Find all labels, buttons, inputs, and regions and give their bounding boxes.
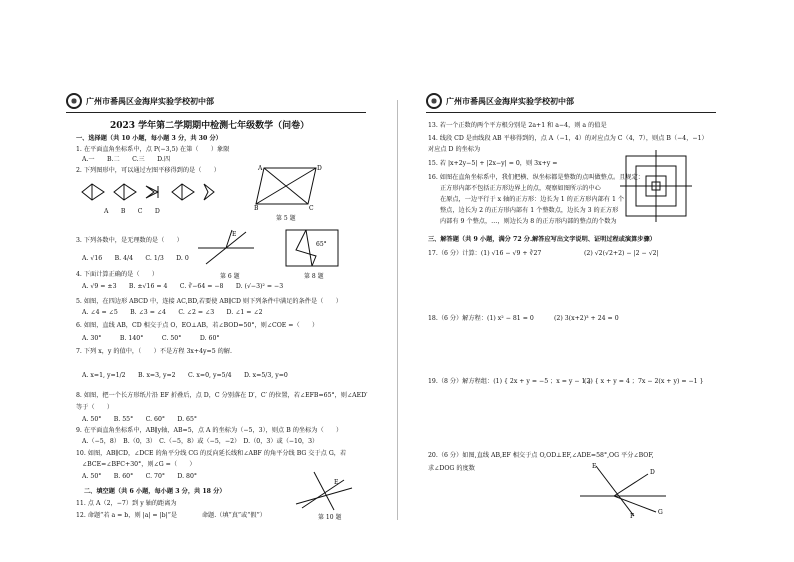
svg-text:D: D	[650, 469, 655, 476]
fish-d-icon	[204, 184, 214, 200]
fig8-folded-rectangle	[282, 226, 342, 270]
q16-text-4: 整点，边长为 2 的正方形内部有 1 个整数点，边长为 3 的正方形	[440, 207, 619, 214]
fig10-caption: 第 10 题	[318, 514, 342, 521]
q5-options: A. ∠4 = ∠5 B. ∠3 = ∠4 C. ∠2 = ∠3 D. ∠1 = ∠2	[82, 309, 263, 316]
q3-text: 3. 下列各数中，是无理数的是（ ）	[76, 237, 183, 244]
q10-options: A. 50° B. 60° C. 70° D. 80°	[82, 473, 197, 480]
q14-text: 14. 线段 CD 是由线段 AB 平移得到的，点 A（−1，4）的对应点为 C（4，7），则点 B（−4，−1）	[428, 135, 708, 142]
q8-text-cont: 等于（ ）	[76, 404, 114, 411]
fig16-nested-squares	[620, 150, 692, 222]
header-rule	[66, 112, 366, 113]
fig5-caption: 第 5 题	[276, 215, 296, 222]
svg-text:F: F	[630, 513, 635, 520]
q5-text: 5. 如图，在四边形 ABCD 中，连接 AC,BD,若要使 AB∥CD 则下列条件中满足的条件是（ ）	[76, 298, 342, 305]
q20-text: 20.（6 分）如图,直线 AB,EF 相交于点 O,OD⊥EF,∠ADE=58°,OG 平分∠BOF,	[428, 452, 654, 459]
q10-text: 10. 如图，AB∥CD，∠DCE 的角平分线 CG 的反向延长线和∠ABF 的角平分线 BG 交于点 G，若	[76, 450, 347, 457]
q20-text-cont: 求∠DOG 的度数	[428, 465, 475, 472]
q19-part1: 19.（8 分）解方程组：(1) { 2x + y = −5 ；x = y − 1 }	[428, 378, 592, 385]
fig8-caption: 第 8 题	[304, 273, 324, 280]
q16-text-5: 内部有 9 个整点，…，则边长为 8 的正方形内部的整点的个数为	[440, 218, 617, 225]
q16-text-3: 在原点，一边平行于 x 轴的正方形：边长为 1 的正方形内部有 1 个	[440, 196, 625, 203]
section3-heading: 三、解答题（共 9 小题，满分 72 分.解答应写出文字说明、证明过程或演算步骤）	[428, 236, 656, 243]
q18-part2: (2) 3(x+2)³ + 24 = 0	[554, 315, 619, 322]
fig5-quadrilateral	[254, 164, 324, 210]
svg-text:G: G	[658, 509, 663, 516]
school-name: 广州市番禺区金海岸实验学校初中部	[86, 95, 214, 106]
fish-original-icon	[82, 184, 104, 200]
section1-heading: 一、选择题（共 10 小题，每小题 3 分，共 30 分）	[76, 135, 222, 142]
q15-text: 15. 若 |x+2y−5| + |2x−y| = 0，则 3x+y =	[428, 160, 558, 167]
q2-option-labels: A B C D	[104, 208, 160, 215]
q4-text: 4. 下面计算正确的是（ ）	[76, 271, 159, 278]
school-name: 广州市番禺区金海岸实验学校初中部	[446, 95, 574, 106]
school-seal-icon	[66, 93, 82, 109]
q3-options: A. √16 B. 4/4 C. 1/3 D. 0	[82, 255, 189, 262]
fig6-intersecting-lines	[196, 228, 256, 268]
fish-a-icon	[114, 184, 136, 200]
school-seal-icon	[426, 93, 442, 109]
q1-text: 1. 在平面直角坐标系中，点 P(−3,5) 在第（ ）象限	[76, 146, 230, 153]
page-divider	[397, 100, 398, 520]
left-header	[66, 92, 214, 110]
q12-text: 12. 命题“若 a = b，则 |a| = |b|”是 命题.（填“真”或“假”）	[76, 512, 266, 519]
q1-options: A.一 B.二 C.三 D.四	[82, 156, 171, 163]
q17-part1: 17.（6 分）计算：(1) √16 − √9 + ∛27	[428, 250, 542, 257]
fish-b-icon	[146, 186, 158, 198]
q8-text: 8. 如图，把一个长方形纸片沿 EF 折叠后，点 D，C 分别落在 D′，C′ 的位置，若∠EFB=65°，则∠AED′	[76, 392, 368, 399]
header-rule	[426, 112, 716, 113]
right-page	[400, 0, 794, 562]
svg-text:E: E	[334, 479, 339, 486]
q10-text-cont: ∠BCE=∠BFC+30°，则∠G =（ ）	[82, 461, 196, 468]
q18-part1: 18.（6 分）解方程：(1) x² − 81 = 0	[428, 315, 534, 322]
svg-text:A: A	[258, 165, 263, 172]
q7-text: 7. 下列 x，y 的值中，（ ）不是方程 3x+4y=5 的解.	[76, 348, 232, 355]
q11-text: 11. 点 A（2，−7）到 y 轴的距离为	[76, 500, 177, 507]
svg-text:E: E	[232, 231, 237, 238]
q9-options: A.（−5，8） B.（0，3） C.（−5，8）或（−5，−2） D.（0，3）或（−10，3）	[82, 438, 319, 445]
fig6-caption: 第 6 题	[220, 273, 240, 280]
exam-title: 2023 学年第二学期期中检测七年级数学（问卷）	[110, 121, 310, 131]
svg-text:C: C	[309, 205, 314, 210]
svg-text:E: E	[592, 463, 597, 470]
svg-text:B: B	[254, 205, 259, 210]
q14-text-cont: 对应点 D 的坐标为	[428, 146, 481, 153]
svg-text:65°: 65°	[316, 241, 327, 248]
q9-text: 9. 在平面直角坐标系中，AB∥y轴，AB=5，点 A 的坐标为（−5，3），则点 B 的坐标为（ ）	[76, 427, 343, 434]
fig10-parallel-lines	[294, 470, 354, 512]
q6-options: A. 30° B. 140° C. 50° D. 60°	[82, 335, 220, 342]
section2-heading: 二、填空题（共 6 小题，每小题 3 分，共 18 分）	[84, 488, 226, 495]
q19-part2: (2) { x + y = 4 ；7x − 2(x + y) = −1 }	[584, 378, 704, 385]
right-header	[426, 92, 574, 110]
svg-text:D: D	[317, 165, 322, 172]
q13-text: 13. 若一个正数的两个平方根分别是 2a+1 和 a−4，则 a 的值是	[428, 122, 607, 129]
q17-part2: (2) √2(√2+2) − |2 − √2|	[584, 250, 659, 257]
q16-text: 16. 如图在直角坐标系中，我们把横、纵坐标都是整数的点叫做整点。且规定：	[428, 174, 644, 181]
fish-c-icon	[172, 184, 194, 200]
q4-options: A. √9 = ±3 B. ±√16 = 4 C. ∛−64 = −8 D. (√−3)² = −3	[82, 283, 284, 290]
q2-text: 2. 下列图形中，可以通过左图平移得到的是（ ）	[76, 167, 220, 174]
q7-options: A. x=1, y=1/2 B. x=3, y=2 C. x=0, y=5/4 D. x=5/3, y=0	[82, 372, 288, 379]
q16-text-2: 正方形内部不包括正方形边界上的点，观察如图所示的中心	[440, 185, 601, 192]
q8-options: A. 50° B. 55° C. 60° D. 65°	[82, 416, 197, 423]
q6-text: 6. 如图，直线 AB，CD 相交于点 O，EO⊥AB，若∠BOD=50°，则∠COE =（ ）	[76, 322, 319, 329]
fig20-intersecting-lines	[578, 460, 668, 520]
